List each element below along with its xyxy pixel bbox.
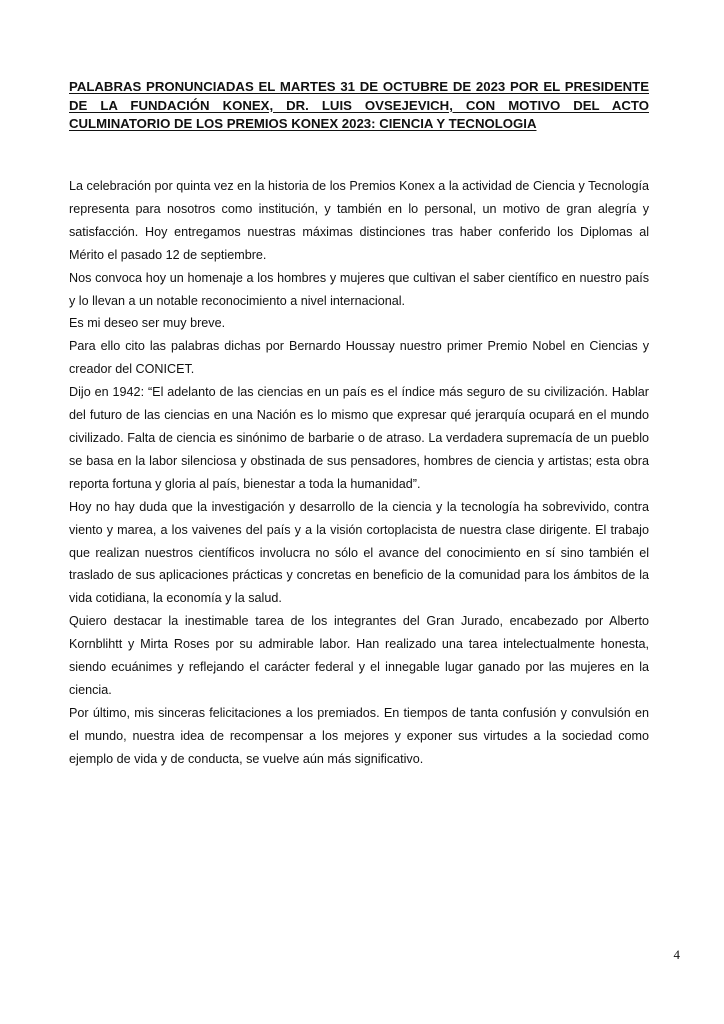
paragraph-brief: Es mi deseo ser muy breve. [69,316,226,331]
paragraph-houssay-quote: Dijo en 1942: “El adelanto de las ciencias en un país es el índice más seguro de su civilización. Hablar del futuro de las ciencias en una Nación es lo mismo que expresar qué jerarquía ocupará en el mundo civilizado. Falta de ciencia es sinónimo de barbarie o de atraso. La verdadera supremacía de un pueblo se basa en la labor silenciosa y obstinada de sus pensadores, hombres de ciencia y artistas; esta obra reporta fortuna y gloria al país, bienestar a toda la humanidad”. [69,385,649,491]
paragraph-celebration: La celebración por quinta vez en la historia de los Premios Konex a la actividad de Ciencia y Tecnología representa para nosotros como institución, y también en lo personal, un motivo de gran alegría y satisfacción. Hoy entregamos nuestras máximas distinciones tras haber conferido los Diplomas al Mérito el pasado 12 de septiembre. [69,179,649,262]
paragraph-congratulations: Por último, mis sinceras felicitaciones a los premiados. En tiempos de tanta confusión y convulsión en el mundo, nuestra idea de recompensar a los mejores y exponer sus virtudes a la sociedad como ejemplo de vida y de conducta, se vuelve aún más significativo. [69,705,649,766]
page-number: 4 [673,947,680,962]
document-title: PALABRAS PRONUNCIADAS EL MARTES 31 DE OCTUBRE DE 2023 POR EL PRESIDENTE DE LA FUNDACIÓN KONEX, DR. LUIS OVSEJEVICH, CON MOTIVO DEL ACTO CULMINATORIO DE LOS PREMIOS KONEX 2023: CIENCIA Y TECNOLOGIA [69,79,649,131]
paragraph-jury: Quiero destacar la inestimable tarea de los integrantes del Gran Jurado, encabezado por Alberto Kornblihtt y Mirta Roses por su admirable labor. Han realizado una tarea intelectualmente honesta, siendo ecuánimes y reflejando el carácter federal y el innegable lugar ganado por las mujeres en la ciencia. [69,614,649,697]
paragraph-homage: Nos convoca hoy un homenaje a los hombres y mujeres que cultivan el saber científico en nuestro país y lo llevan a un notable reconocimiento a nivel internacional. [69,270,649,308]
document-body [69,175,649,771]
paragraph-houssay-intro: Para ello cito las palabras dichas por Bernardo Houssay nuestro primer Premio Nobel en Ciencias y creador del CONICET. [69,339,649,377]
paragraph-research: Hoy no hay duda que la investigación y desarrollo de la ciencia y la tecnología ha sobrevivido, contra viento y marea, a los vaivenes del país y a la visión cortoplacista de nuestra clase dirigente. El trabajo que realizan nuestros científicos involucra no sólo el avance del conocimiento en sí sino también el traslado de sus aplicaciones prácticas y concretas en beneficio de la comunidad para los ámbitos de la vida cotidiana, la economía y la salud. [69,499,649,606]
